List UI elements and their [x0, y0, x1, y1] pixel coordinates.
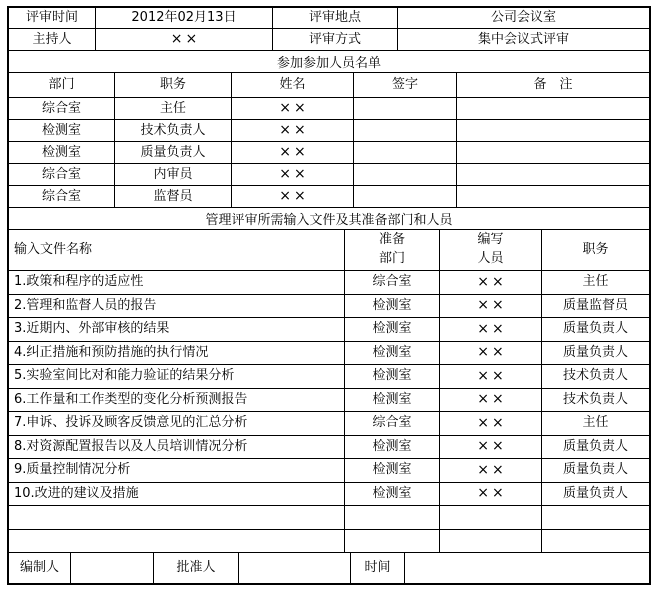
- input-file-writer: ××: [440, 436, 542, 459]
- input-file-position: 质量负责人: [562, 462, 628, 478]
- input-file-dept: 检测室: [345, 365, 440, 388]
- info-row-time-place: [9, 8, 649, 29]
- creator-value: [71, 553, 154, 583]
- input-file-position: 质量负责人: [562, 321, 628, 337]
- participant-remark: [457, 186, 649, 207]
- review-time-value: 2012年02月13日: [96, 8, 273, 28]
- participant-dept: 综合室: [9, 98, 115, 119]
- participant-dept: 综合室: [9, 164, 115, 185]
- input-file-position: 技术负责人: [562, 391, 628, 407]
- input-file-name: 10.改进的建议及措施: [9, 483, 345, 506]
- participant-dept: 综合室: [9, 186, 115, 207]
- input-file-row: [9, 318, 649, 342]
- input-file-dept: 检测室: [345, 459, 440, 482]
- participant-signature: [354, 186, 457, 207]
- time-label: 时间: [351, 553, 405, 583]
- participant-row: [9, 142, 649, 164]
- input-file-row: [9, 412, 649, 436]
- input-file-position: 主任: [582, 415, 609, 431]
- participants-header-dept: 部门: [9, 73, 115, 97]
- participant-remark: [457, 120, 649, 141]
- input-file-row-empty: [9, 506, 649, 530]
- input-file-writer: [440, 530, 542, 553]
- input-file-name: [9, 530, 345, 553]
- participants-header-row: [9, 73, 649, 98]
- input-file-dept: 检测室: [345, 295, 440, 318]
- participant-position: 内审员: [115, 164, 232, 185]
- input-file-dept: 检测室: [345, 342, 440, 365]
- input-file-dept: [345, 530, 440, 553]
- participant-name: ××: [232, 120, 354, 141]
- approver-label: 批准人: [154, 553, 239, 583]
- input-file-writer: ××: [440, 389, 542, 412]
- participant-remark: [457, 142, 649, 163]
- input-file-writer: ××: [440, 318, 542, 341]
- input-file-name: 4.纠正措施和预防措施的执行情况: [9, 342, 345, 365]
- input-file-dept: 综合室: [345, 412, 440, 435]
- input-file-writer: ××: [440, 365, 542, 388]
- inputs-section-title: 管理评审所需输入文件及其准备部门和人员: [9, 208, 649, 230]
- inputs-header-writer-text: 编写人员: [477, 232, 504, 266]
- input-file-row-empty: [9, 530, 649, 554]
- input-file-row: [9, 271, 649, 295]
- participant-signature: [354, 120, 457, 141]
- input-file-dept: 检测室: [345, 389, 440, 412]
- input-file-name: 7.申诉、投诉及顾客反馈意见的汇总分析: [9, 412, 345, 435]
- participant-row: [9, 186, 649, 208]
- input-file-writer: ××: [440, 342, 542, 365]
- input-file-row: [9, 295, 649, 319]
- input-file-name: 1.政策和程序的适应性: [9, 271, 345, 294]
- participant-row: [9, 164, 649, 186]
- input-file-position: 质量负责人: [562, 438, 628, 454]
- review-place-label: 评审地点: [273, 8, 398, 28]
- review-method-label: 评审方式: [273, 29, 398, 50]
- inputs-header-row: [9, 230, 649, 271]
- input-file-writer: ××: [440, 483, 542, 506]
- input-file-row: [9, 436, 649, 460]
- input-file-name: 6.工作量和工作类型的变化分析预测报告: [9, 389, 345, 412]
- inputs-header-writer: [440, 230, 542, 270]
- participant-row: [9, 120, 649, 142]
- input-file-row: [9, 342, 649, 366]
- participant-signature: [354, 98, 457, 119]
- input-file-writer: ××: [440, 295, 542, 318]
- participant-position: 技术负责人: [115, 120, 232, 141]
- input-file-writer: ××: [440, 459, 542, 482]
- input-file-dept: 检测室: [345, 436, 440, 459]
- creator-label: 编制人: [9, 553, 71, 583]
- input-file-position: 质量负责人: [562, 344, 628, 360]
- host-value: ××: [96, 29, 273, 50]
- participant-name: ××: [232, 186, 354, 207]
- input-file-name: 2.管理和监督人员的报告: [9, 295, 345, 318]
- participant-dept: 检测室: [9, 142, 115, 163]
- input-file-position: [542, 530, 649, 553]
- participants-header-remark: 备 注: [533, 77, 573, 93]
- participant-dept: 检测室: [9, 120, 115, 141]
- participant-position: 监督员: [115, 186, 232, 207]
- input-file-position: [542, 506, 649, 529]
- input-file-name: [9, 506, 345, 529]
- time-value: [405, 553, 649, 583]
- review-time-label: 评审时间: [9, 8, 96, 28]
- host-label: 主持人: [9, 29, 96, 50]
- participant-name: ××: [232, 142, 354, 163]
- input-file-writer: [440, 506, 542, 529]
- participant-position: 质量负责人: [115, 142, 232, 163]
- input-file-dept: 检测室: [345, 483, 440, 506]
- input-file-position: 质量负责人: [562, 485, 628, 501]
- input-file-position: 质量监督员: [562, 297, 628, 313]
- approver-value: [239, 553, 351, 583]
- participants-header-signature: 签字: [354, 73, 457, 97]
- input-file-name: 3.近期内、外部审核的结果: [9, 318, 345, 341]
- management-review-table: [7, 6, 651, 585]
- participant-signature: [354, 164, 457, 185]
- input-file-writer: ××: [440, 412, 542, 435]
- input-file-row: [9, 459, 649, 483]
- input-file-position: 主任: [582, 274, 609, 290]
- participant-name: ××: [232, 98, 354, 119]
- input-file-position: 技术负责人: [562, 368, 628, 384]
- review-place-value: 公司会议室: [490, 10, 556, 26]
- input-file-dept: [345, 506, 440, 529]
- info-row-host-method: [9, 29, 649, 51]
- participant-row: [9, 98, 649, 120]
- participants-header-position: 职务: [115, 73, 232, 97]
- participant-name: ××: [232, 164, 354, 185]
- inputs-header-position: 职务: [582, 242, 609, 258]
- input-file-row: [9, 483, 649, 507]
- input-file-dept: 综合室: [345, 271, 440, 294]
- input-file-name: 8.对资源配置报告以及人员培训情况分析: [9, 436, 345, 459]
- inputs-header-dept-text: 准备部门: [378, 232, 405, 266]
- participants-section-title: 参加参加人员名单: [9, 51, 649, 73]
- input-file-row: [9, 365, 649, 389]
- input-file-dept: 检测室: [345, 318, 440, 341]
- input-file-name: 5.实验室间比对和能力验证的结果分析: [9, 365, 345, 388]
- footer-row: [9, 553, 649, 583]
- inputs-header-dept: [345, 230, 440, 270]
- participant-signature: [354, 142, 457, 163]
- inputs-header-name: 输入文件名称: [9, 230, 345, 270]
- participant-position: 主任: [115, 98, 232, 119]
- participant-remark: [457, 164, 649, 185]
- input-file-row: [9, 389, 649, 413]
- participant-remark: [457, 98, 649, 119]
- input-file-name: 9.质量控制情况分析: [9, 459, 345, 482]
- review-method-value: 集中会议式评审: [477, 31, 569, 47]
- participants-header-name: 姓名: [232, 73, 354, 97]
- input-file-writer: ××: [440, 271, 542, 294]
